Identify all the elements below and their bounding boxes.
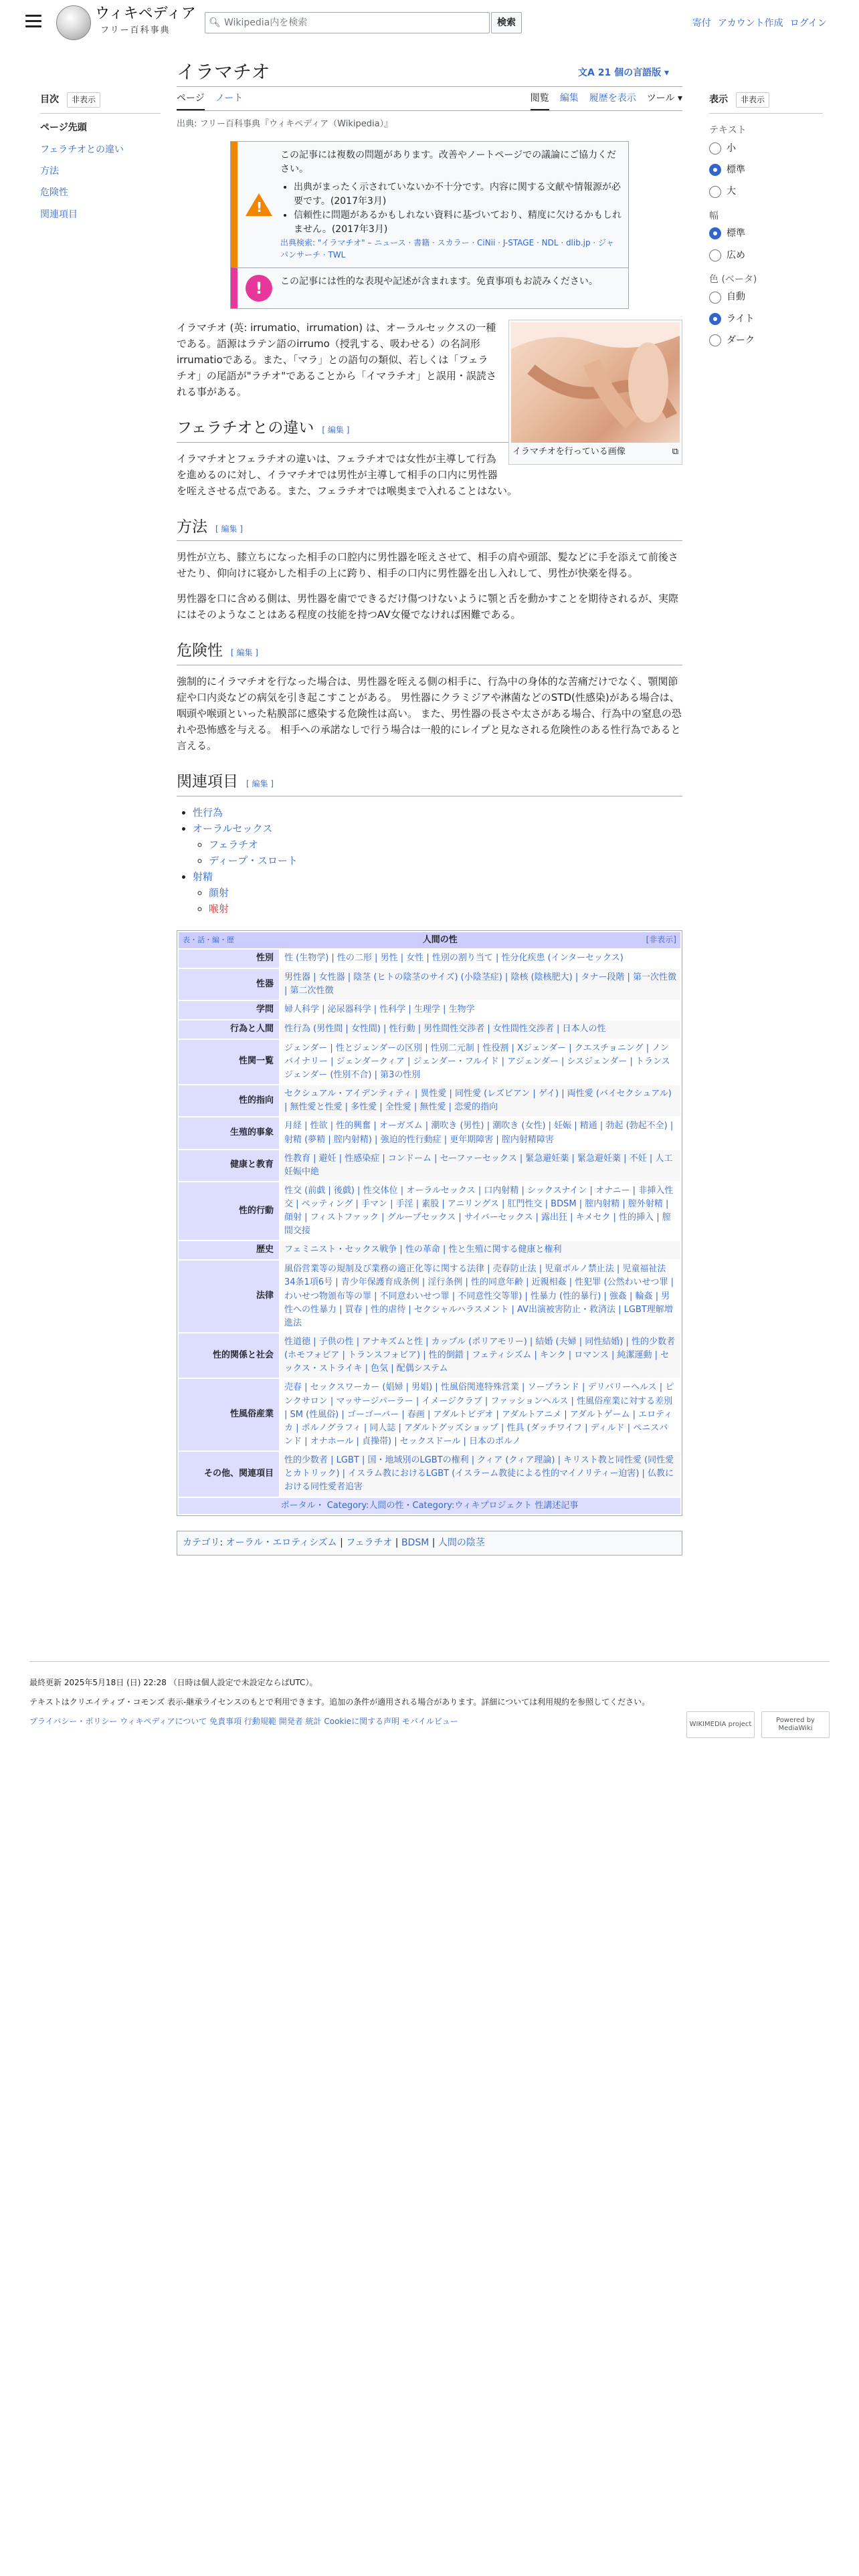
toc-item-method[interactable]: 方法 bbox=[40, 165, 59, 177]
donate-link[interactable]: 寄付 bbox=[692, 18, 711, 29]
category-bar: カテゴリ: オーラル・エロティシズム | フェラチオ | BDSM | 人間の陰茎 bbox=[177, 1531, 682, 1555]
text-size-label: テキスト bbox=[709, 125, 747, 136]
navbox-list[interactable]: 性的少数者 | LGBT | 国・地域別のLGBTの権利 | クィア (クィア理論) | キリスト教と同性愛 (同性愛とカトリック) | イスラム教におけるLGBT (イスラーム教徒による性的マイノリティー迫害) | 仏教における同性愛者追害 bbox=[280, 1452, 680, 1496]
related-link[interactable]: 顔射 bbox=[209, 886, 229, 899]
footer-links[interactable]: プライバシー・ポリシー ウィキペディアについて 免責事項 行動規範 開発者 統計 Cookieに関する声明 モバイルビュー bbox=[29, 1717, 458, 1727]
navbox-row bbox=[179, 1379, 680, 1451]
toc-item-danger[interactable]: 危険性 bbox=[40, 187, 68, 199]
color-auto[interactable]: 自動 bbox=[709, 290, 823, 304]
navbox-row bbox=[179, 1182, 680, 1241]
page-title: イラマチオ 文A 21 個の言語版 ▾ bbox=[177, 58, 682, 87]
issue-item: • 出典がまったく示されていないか不十分です。内容に関する文献や情報源が必要です。(2017年3月) bbox=[294, 181, 622, 209]
site-header bbox=[0, 0, 859, 47]
toc-hide-button[interactable]: 非表示 bbox=[67, 92, 100, 108]
navbox-list[interactable]: フェミニスト・セックス戦争 | 性の革命 | 性と生殖に関する健康と権利 bbox=[280, 1241, 680, 1259]
navbox-row bbox=[179, 969, 680, 1000]
mediawiki-badge[interactable]: Powered by MediaWiki bbox=[761, 1711, 830, 1738]
related-link-missing[interactable]: 喉射 bbox=[209, 902, 229, 915]
category-link[interactable]: 人間の陰茎 bbox=[438, 1537, 485, 1549]
category-link[interactable]: BDSM bbox=[401, 1537, 430, 1549]
main-content bbox=[177, 58, 682, 1555]
appearance-hide-button[interactable]: 非表示 bbox=[736, 92, 769, 108]
navbox-list[interactable]: 婦人科学 | 泌尿器科学 | 性科学 | 生理学 | 生物学 bbox=[284, 1004, 475, 1015]
navbox-row bbox=[179, 1150, 680, 1181]
tab-read[interactable]: 閲覧 bbox=[531, 91, 549, 110]
navbox-group-label: 健康と教育 bbox=[179, 1150, 279, 1181]
category-link[interactable]: オーラル・エロティシズム bbox=[225, 1537, 337, 1549]
warning-icon bbox=[246, 193, 272, 216]
table-of-contents bbox=[40, 92, 161, 229]
navbox-footer[interactable]: ポータル・ Category:人間の性・Category:ウィキプロジェクト 性講述記事 bbox=[179, 1498, 680, 1515]
color-dark[interactable]: ダーク bbox=[709, 333, 823, 348]
section-heading-related: 関連項目 [ 編集 ] bbox=[177, 770, 682, 796]
navbox-group-label: その他、関連項目 bbox=[179, 1452, 279, 1496]
navbox-list[interactable]: 月経 | 性欲 | 性的興奮 | オーガズム | 潮吹き (男性) | 潮吹き (女性) | 妊娠 | 精通 | 勃起 (勃起不全) | 射精 (夢精 | 腟内射精) | 強迫的性行動症 | 更年期障害 | 腟内射精障害 bbox=[284, 1121, 674, 1145]
tagline: フリー百科事典 bbox=[100, 25, 171, 35]
navbox-vte-links[interactable]: 表・話・編・歴 bbox=[183, 936, 234, 945]
navbox-list[interactable]: セクシュアル・アイデンティティ | 異性愛 | 同性愛 (レズビアン | ゲイ) | 両性愛 (バイセクシュアル) | 無性愛と性愛 | 多性愛 | 全性愛 | 無性愛 | 恋愛的指向 bbox=[280, 1085, 680, 1116]
navbox-title[interactable]: 人間の性 bbox=[422, 934, 458, 945]
edit-link[interactable]: [ 編集 ] bbox=[246, 779, 274, 789]
navbox-list[interactable]: 性道徳 | 子供の性 | アナキズムと性 | カップル (ポリアモリー) | 結婚 (夫婦 | 同性結婚) | 性的少数者 (ホモフォビア | トランスフォビア) | 性的倒錯 | フェティシズム | キンク | ロマンス | 純潔運動 | セックス・ストライキ | 色気 | 配偶システム bbox=[280, 1333, 680, 1378]
wikipedia-logo-icon[interactable] bbox=[56, 5, 91, 40]
navbox-row bbox=[179, 950, 680, 968]
navbox-list[interactable]: 男性器 | 女性器 | 陰茎 (ヒトの陰茎のサイズ) (小陰茎症) | 陰核 (陰核肥大) | タナー段階 | 第一次性徴 | 第二次性徴 bbox=[280, 969, 680, 1000]
section-heading-method: 方法 [ 編集 ] bbox=[177, 515, 682, 542]
page-footer bbox=[29, 1661, 830, 1735]
text-size-standard[interactable]: 標準 bbox=[709, 163, 823, 177]
related-link[interactable]: ディープ・スロート bbox=[209, 854, 298, 867]
login-link[interactable]: ログイン bbox=[789, 18, 827, 29]
search-placeholder: Wikipedia内を検索 bbox=[224, 17, 308, 28]
related-link[interactable]: オーラルセックス bbox=[193, 822, 273, 835]
navbox-group-label: 性的行動 bbox=[179, 1182, 279, 1241]
toc-item-top[interactable]: ページ先頭 bbox=[40, 122, 87, 134]
categories-label[interactable]: カテゴリ bbox=[183, 1537, 220, 1549]
tab-edit[interactable]: 編集 bbox=[559, 93, 579, 104]
related-link[interactable]: 射精 bbox=[193, 870, 213, 883]
tab-talk[interactable]: ノート bbox=[215, 93, 244, 104]
navbox-group-label: 行為と人間 bbox=[179, 1021, 279, 1039]
text-size-small[interactable]: 小 bbox=[709, 141, 823, 156]
text-size-large[interactable]: 大 bbox=[709, 184, 823, 199]
lead-paragraph: イラマチオ (英: irrumatio、irrumation) は、オーラルセックスの一種である。語源はラテン語のirrumo（授乳する、吸わせる）の名詞形irrumatioである。また、「マラ」との語句の類似、若しくは「フェラチオ」の尾語が"ラチオ"であることから「イマラチオ」と誤用・誤読される事がある。 bbox=[177, 321, 496, 398]
page-source: 出典: フリー百科事典『ウィキペディア（Wikipedia）』 bbox=[177, 119, 393, 129]
navbox-group-label: 性風俗産業 bbox=[179, 1379, 279, 1451]
search-input[interactable] bbox=[205, 12, 490, 33]
toc-item-diff[interactable]: フェラチオとの違い bbox=[40, 144, 124, 155]
related-link[interactable]: フェラチオ bbox=[209, 838, 258, 851]
create-account-link[interactable]: アカウント作成 bbox=[717, 18, 783, 29]
section-heading-diff: フェラチオとの違い [ 編集 ] bbox=[177, 416, 682, 443]
language-button[interactable]: 文A 21 個の言語版 ▾ bbox=[578, 68, 669, 78]
paragraph-danger: 強制的にイラマチオを行なった場合は、男性器を咥える側の相手に、行為中の身体的な苦痛だけでなく、顎関節症や口内炎などの病気を引き起こすことがある。 男性器にクラミジアや淋菌などのSTD(性感染)がある場合は、咽頭や喉頭といった粘膜部に感染する危険性は高い。 また、男性器の長さや太さがある場合、行為中の窒息の恐れや恐怖感を与える。 相手への承諾なしで行う場合は一般的にレイプと見なされる危険性のある性行為であると言える。 bbox=[177, 675, 682, 752]
navbox bbox=[177, 930, 682, 1516]
translate-icon: 文A bbox=[578, 68, 598, 78]
width-wide[interactable]: 広め bbox=[709, 248, 823, 263]
color-label: 色 (ベータ) bbox=[709, 274, 757, 285]
last-updated: 最終更新 2025年5月18日 (日) 22:28 （日時は個人設定で未設定ならばUTC）。 bbox=[29, 1678, 318, 1687]
paragraph-diff: イラマチオとフェラチオの違いは、フェラチオでは女性が主導して行為を進めるのに対し、イラマチオでは男性が主導して相手の口内に男性器を咥えさせる点である。また、フェラチオでは喉奥まで入れることはない。 bbox=[177, 452, 517, 497]
related-link[interactable]: 性行為 bbox=[193, 806, 223, 819]
navbox-group-label: 学問 bbox=[179, 1001, 279, 1019]
source-search-links[interactable]: 出典検索: "イラマチオ" – ニュース · 書籍 · スカラー · CiNii · J-STAGE · NDL · dlib.jp · ジャパンサーチ · TWL bbox=[280, 237, 614, 259]
category-link[interactable]: フェラチオ bbox=[346, 1537, 393, 1549]
navbox-row bbox=[179, 1452, 680, 1496]
sexual-content-notice: この記事には性的な表現や記述が含まれます。免責事項もお読みください。 bbox=[280, 276, 598, 287]
navbox-group-label: 性関一覧 bbox=[179, 1040, 279, 1084]
main-menu-icon[interactable] bbox=[25, 15, 41, 28]
article-image[interactable] bbox=[511, 322, 680, 443]
navbox-list[interactable]: 売春 | セックスワーカー (娼婦 | 男娼) | 性風俗関連特殊営業 | ソープランド | デリバリーヘルス | ピンクサロン | マッサージパーラー | イメージクラブ | ファッションヘルス | 性風俗産業に対する差別 | SM (性風俗) | ゴーゴーバー | 春画 | アダルトビデオ | アダルトアニメ | アダルトゲーム | エロティカ | ポルノグラフィ | 同人誌 | アダルトグッズショップ | 性具 (ダッチワイフ | ディルド | ペニスバンド | オナホール | 貞操帯) | セックスドール | 日本のポルノ bbox=[284, 1382, 674, 1446]
issue-item: • 信頼性に問題があるかもしれない資料に基づいており、精度に欠けるかもしれません。(2017年3月) bbox=[294, 209, 622, 237]
navbox-row bbox=[179, 1001, 680, 1019]
navbox-list[interactable]: 性教育 | 避妊 | 性感染症 | コンドーム | セーファーセックス | 緊急避妊薬 | 緊急避妊薬 | 不妊 | 人工妊娠中絶 bbox=[280, 1150, 680, 1181]
navbox-hide-button[interactable]: [非表示] bbox=[646, 935, 676, 945]
navbox-group-label: 性的指向 bbox=[179, 1085, 279, 1116]
issues-box bbox=[230, 141, 629, 309]
paragraph-method-2: 男性器を口に含める側は、男性器を歯でできるだけ傷つけないように顎と舌を動かすことを期待されるが、実際にはそのようなことはある程度の技能を持つAV女優でなければ困難である。 bbox=[177, 593, 679, 621]
wordmark[interactable]: ウィキペディア bbox=[95, 5, 196, 22]
navbox-group-label: 性別 bbox=[179, 950, 279, 968]
navbox-list[interactable]: ジェンダー | 性とジェンダーの区別 | 性別二元制 | 性役割 | Xジェンダー | クエスチョニング | ノンバイナリー | ジェンダークィア | ジェンダー・フルイド | アジェンダー | シスジェンダー | トランスジェンダー (性別不合) | 第3の性別 bbox=[284, 1043, 670, 1080]
license-text: テキストはクリエイティブ・コモンズ 表示-継承ライセンスのもとで利用できます。追加の条件が適用される場合があります。詳細については利用規約を参照してください。 bbox=[29, 1697, 650, 1707]
navbox-group-label: 性器 bbox=[179, 969, 279, 1000]
navbox-row bbox=[179, 1040, 680, 1084]
navbox-list[interactable]: 風俗営業等の規制及び業務の適正化等に関する法律 | 売春防止法 | 児童ポルノ禁止法 | 児童福祉法34条1項6号 | 青少年保護育成条例 | 淫行条例 | 性的同意年齢 | 近親相姦 | 性犯罪 (公然わいせつ罪 | わいせつ物頒布等の罪 | 不同意わいせつ罪 | 不同意性交等罪) | 性暴力 (性的暴行) | 強姦 | 輪姦 | 男性への性暴力 | 買春 | 性的虐待 | セクシャルハラスメント | AV出演被害防止・救済法 | LGBT理解増進法 bbox=[284, 1264, 674, 1328]
issues-intro: この記事には複数の問題があります。改善やノートページでの議論にご協力ください。 bbox=[280, 149, 617, 175]
navbox-group-label: 法律 bbox=[179, 1261, 279, 1332]
exclamation-icon: ! bbox=[246, 275, 272, 302]
navbox-row bbox=[179, 1117, 680, 1148]
navbox-row bbox=[179, 1333, 680, 1378]
navbox-group-label: 歴史 bbox=[179, 1241, 279, 1259]
navbox-list[interactable]: 性行為 (男性間 | 女性間) | 性行動 | 男性間性交渉者 | 女性間性交渉者 | 日本人の性 bbox=[280, 1021, 680, 1039]
thumbnail[interactable] bbox=[508, 320, 682, 465]
toc-item-related[interactable]: 関連項目 bbox=[40, 209, 78, 220]
related-list bbox=[193, 804, 682, 917]
appearance-title: 表示 bbox=[709, 94, 728, 106]
page-tabs bbox=[177, 87, 682, 111]
section-heading-danger: 危険性 [ 編集 ] bbox=[177, 639, 682, 665]
tab-history[interactable]: 履歴を表示 bbox=[589, 93, 636, 104]
navbox-row bbox=[179, 1241, 680, 1259]
navbox-list[interactable]: 性 (生物学) | 性の二形 | 男性 | 女性 | 性別の割り当て | 性分化疾患 (インターセックス) bbox=[284, 952, 624, 963]
paragraph-method-1: 男性が立ち、膝立ちになった相手の口腔内に男性器を咥えさせて、相手の肩や頭部、髪などに手を添えて前後させたり、仰向けに寝かした相手の上に跨り、相手の口内に男性器を出し入れして、男性が快楽を得る。 bbox=[177, 551, 678, 580]
thumb-caption: イラマチオを行っている画像 bbox=[512, 446, 626, 457]
edit-link[interactable]: [ 編集 ] bbox=[231, 648, 258, 658]
wikimedia-badge[interactable]: WIKIMEDIA project bbox=[686, 1711, 755, 1738]
width-standard[interactable]: 標準 bbox=[709, 226, 823, 241]
toc-title: 目次 bbox=[40, 94, 59, 106]
tools-dropdown[interactable]: ツール ▾ bbox=[646, 93, 682, 104]
navbox-group-label: 生殖的事象 bbox=[179, 1117, 279, 1148]
navbox-row bbox=[179, 1085, 680, 1116]
color-light[interactable]: ライト bbox=[709, 312, 823, 326]
enlarge-icon[interactable]: ⧉ bbox=[672, 446, 678, 457]
edit-link[interactable]: [ 編集 ] bbox=[215, 524, 243, 534]
navbox-row bbox=[179, 1021, 680, 1039]
tab-page[interactable]: ページ bbox=[177, 91, 205, 110]
search-button[interactable]: 検索 bbox=[491, 12, 522, 33]
navbox-list[interactable]: 性交 (前戯 | 後戯) | 性交体位 | オーラルセックス | 口内射精 | シックスナイン | オナニー | 非挿入性交 | ペッティング | 手マン | 手淫 | 素股 | アニリングス | 肛門性交 | BDSM | 腟内射精 | 膣外射精 | 顔射 | フィストファック | グループセックス | サイバーセックス | 露出狂 | キメセク | 性的挿入 | 膣間交接 bbox=[284, 1185, 674, 1237]
navbox-group-label: 性的関係と社会 bbox=[179, 1333, 279, 1378]
width-label: 幅 bbox=[709, 210, 719, 221]
appearance-panel bbox=[709, 92, 823, 354]
navbox-row bbox=[179, 1261, 680, 1332]
search-icon: 🔍︎ bbox=[209, 17, 221, 28]
edit-link[interactable]: [ 編集 ] bbox=[322, 425, 350, 435]
